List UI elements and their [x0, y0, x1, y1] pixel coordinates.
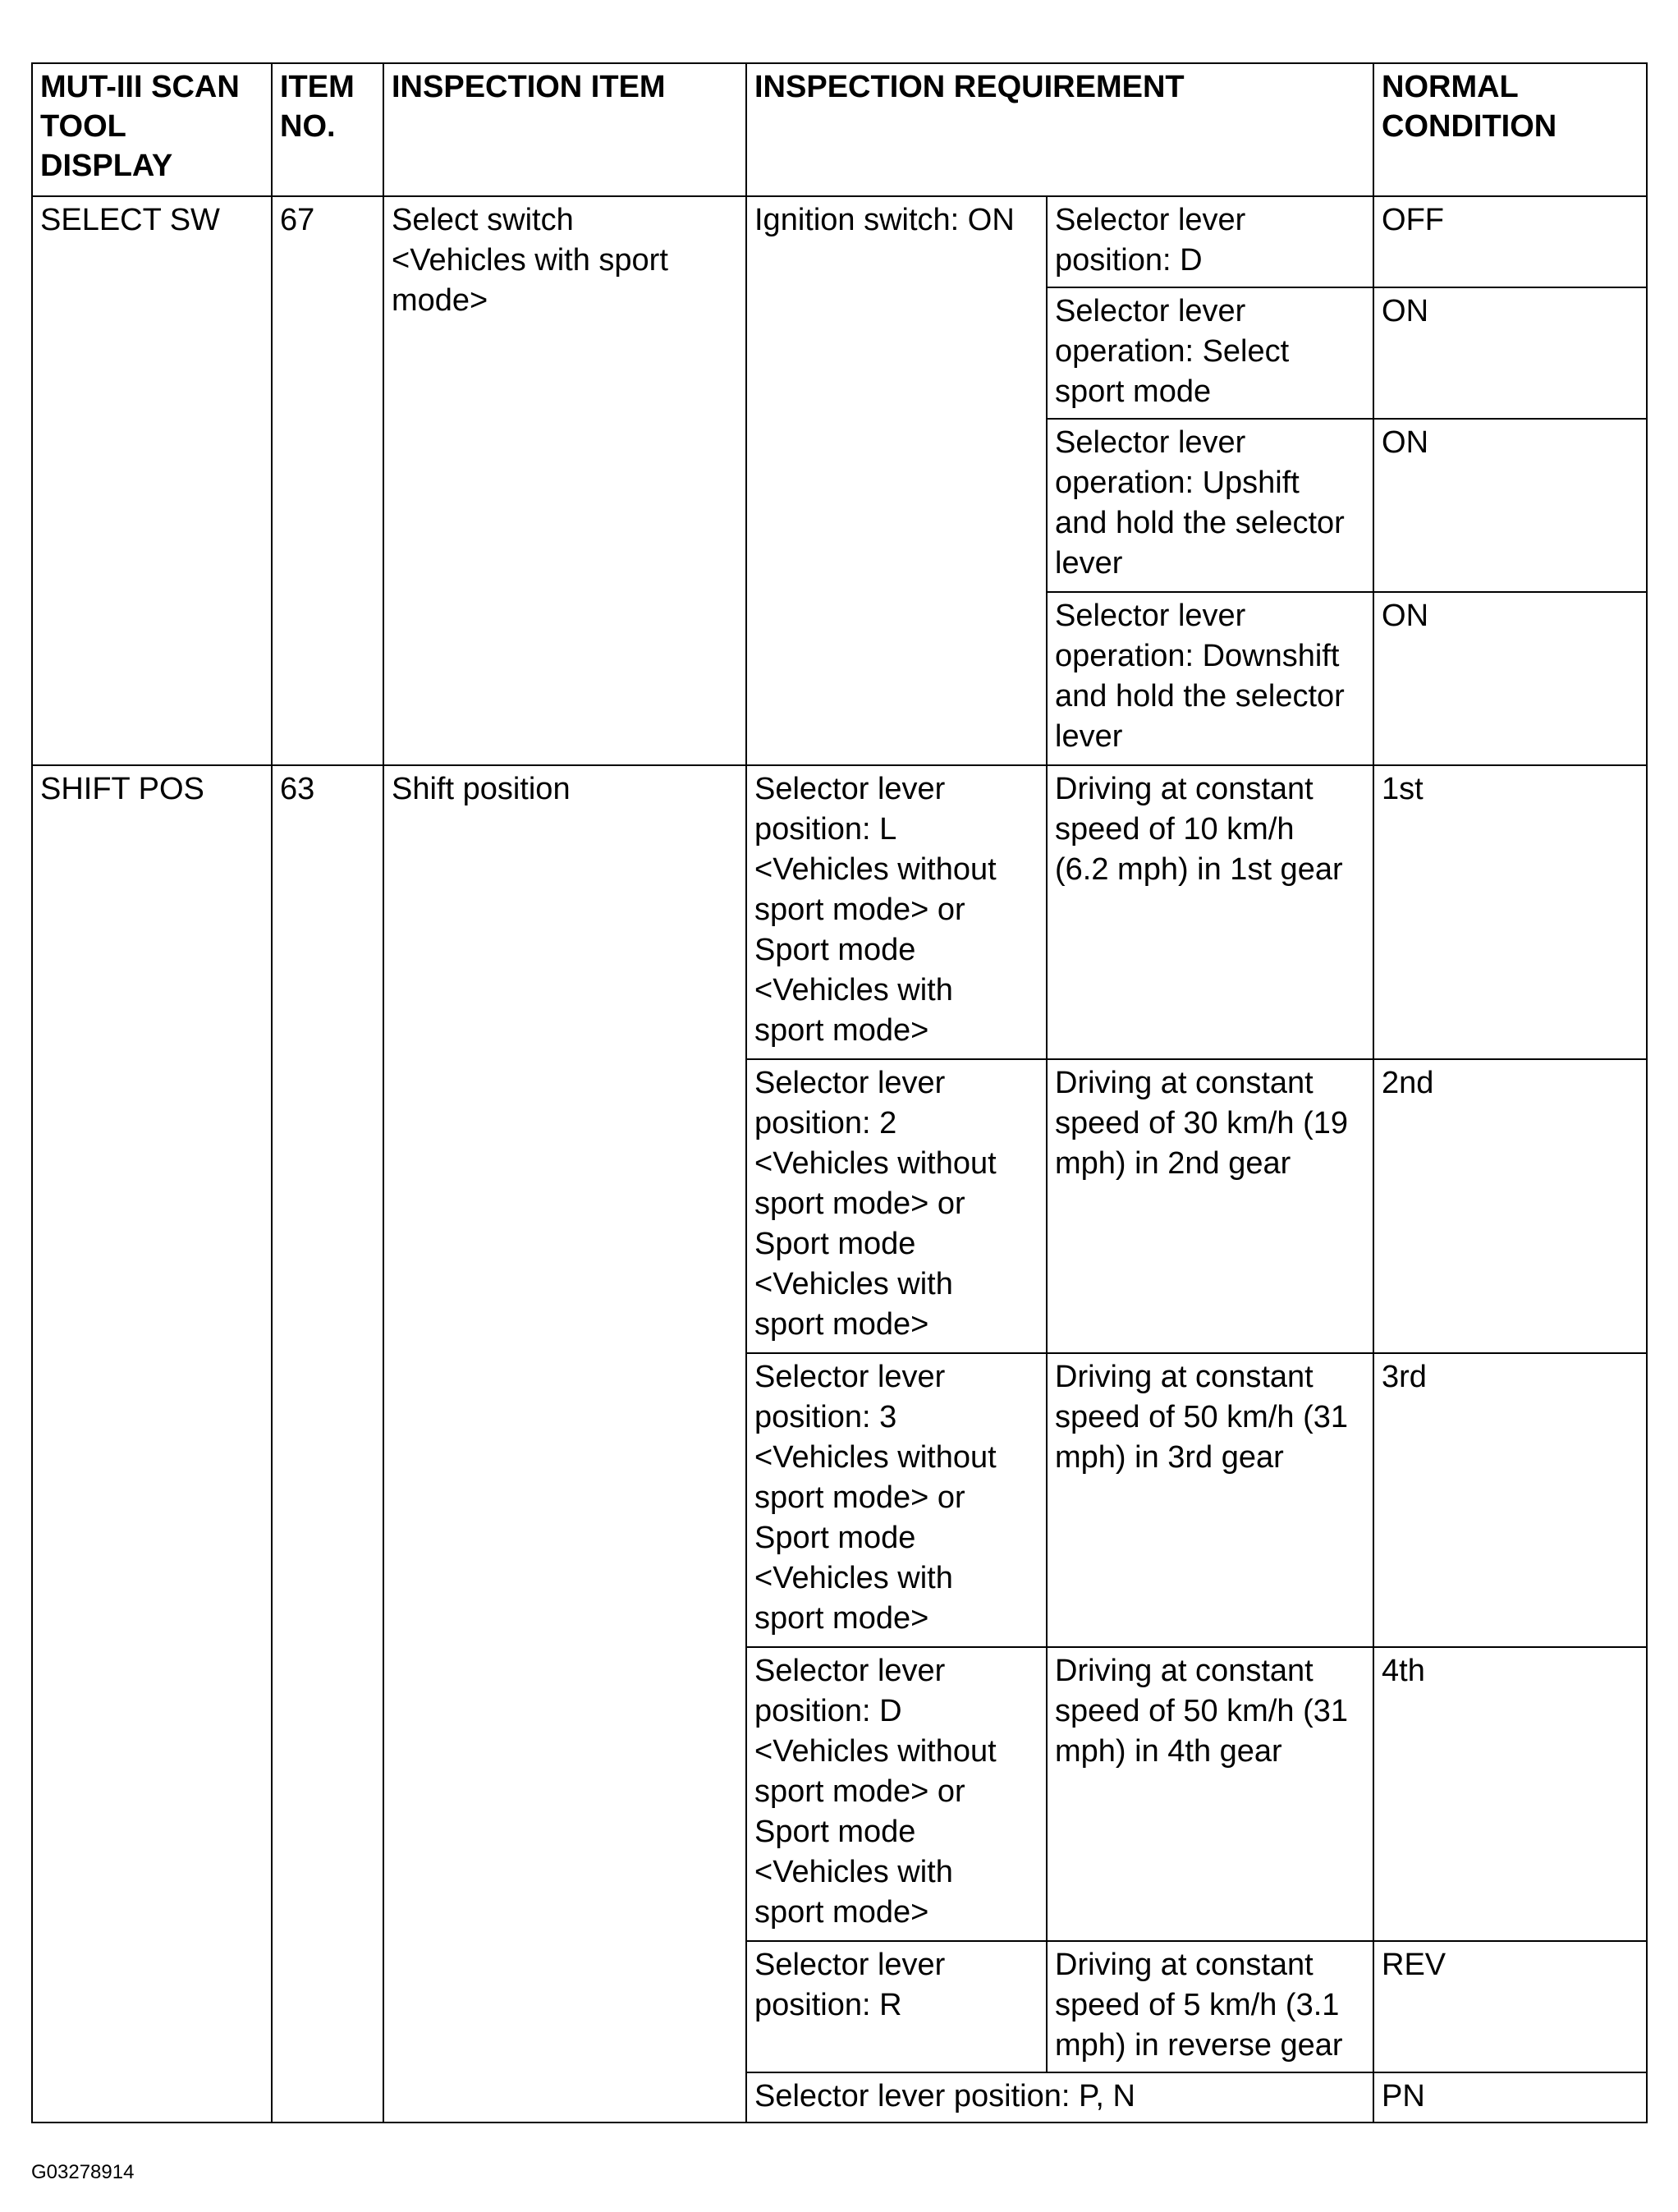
figure-code: G03278914	[31, 2161, 135, 2183]
header-inspection-item: INSPECTION ITEM	[383, 63, 746, 196]
table-row	[32, 765, 1647, 1059]
normal-condition-value: ON	[1373, 592, 1647, 765]
requirement-detail: Driving at constant speed of 5 km/h (3.1 mph) in reverse gear	[1047, 1941, 1373, 2072]
shift-pos-display: SHIFT POS	[32, 765, 272, 2123]
requirement-detail: Selector lever position: D	[1047, 196, 1373, 287]
requirement-position: Selector lever position: 3 <Vehicles without sport mode> or Sport mode <Vehicles with sport mode>	[746, 1353, 1047, 1647]
normal-condition-value: REV	[1373, 1941, 1647, 2072]
requirement-position: Selector lever position: L <Vehicles without sport mode> or Sport mode <Vehicles with sport mode>	[746, 765, 1047, 1059]
normal-condition-value: ON	[1373, 287, 1647, 419]
normal-condition-value: 3rd	[1373, 1353, 1647, 1647]
shift-pos-inspection-item: Shift position	[383, 765, 746, 2123]
requirement-detail: Driving at constant speed of 30 km/h (19 mph) in 2nd gear	[1047, 1059, 1373, 1353]
select-sw-inspection-item: Select switch <Vehicles with sport mode>	[383, 196, 746, 765]
select-sw-item-no: 67	[272, 196, 383, 765]
requirement-position: Selector lever position: R	[746, 1941, 1047, 2072]
header-normal-condition: NORMAL CONDITION	[1373, 63, 1647, 196]
requirement-position: Selector lever position: 2 <Vehicles without sport mode> or Sport mode <Vehicles with sport mode>	[746, 1059, 1047, 1353]
header-display: MUT-III SCAN TOOL DISPLAY	[32, 63, 272, 196]
requirement-position: Selector lever position: P, N	[746, 2072, 1373, 2123]
normal-condition-value: PN	[1373, 2072, 1647, 2123]
normal-condition-value: 2nd	[1373, 1059, 1647, 1353]
requirement-position: Selector lever position: D <Vehicles without sport mode> or Sport mode <Vehicles with sport mode>	[746, 1647, 1047, 1941]
select-sw-requirement: Ignition switch: ON	[746, 196, 1047, 765]
normal-condition-value: OFF	[1373, 196, 1647, 287]
requirement-detail: Driving at constant speed of 50 km/h (31 mph) in 4th gear	[1047, 1647, 1373, 1941]
requirement-detail: Driving at constant speed of 50 km/h (31 mph) in 3rd gear	[1047, 1353, 1373, 1647]
inspection-table	[31, 62, 1648, 2123]
normal-condition-value: 1st	[1373, 765, 1647, 1059]
requirement-detail: Selector lever operation: Select sport mode	[1047, 287, 1373, 419]
table-row	[32, 196, 1647, 287]
requirement-detail: Selector lever operation: Upshift and hold the selector lever	[1047, 419, 1373, 592]
header-item-no: ITEM NO.	[272, 63, 383, 196]
normal-condition-value: ON	[1373, 419, 1647, 592]
header-row	[32, 63, 1647, 196]
shift-pos-item-no: 63	[272, 765, 383, 2123]
requirement-detail: Driving at constant speed of 10 km/h (6.2 mph) in 1st gear	[1047, 765, 1373, 1059]
header-inspection-requirement: INSPECTION REQUIREMENT	[746, 63, 1373, 196]
normal-condition-value: 4th	[1373, 1647, 1647, 1941]
select-sw-display: SELECT SW	[32, 196, 272, 765]
requirement-detail: Selector lever operation: Downshift and hold the selector lever	[1047, 592, 1373, 765]
